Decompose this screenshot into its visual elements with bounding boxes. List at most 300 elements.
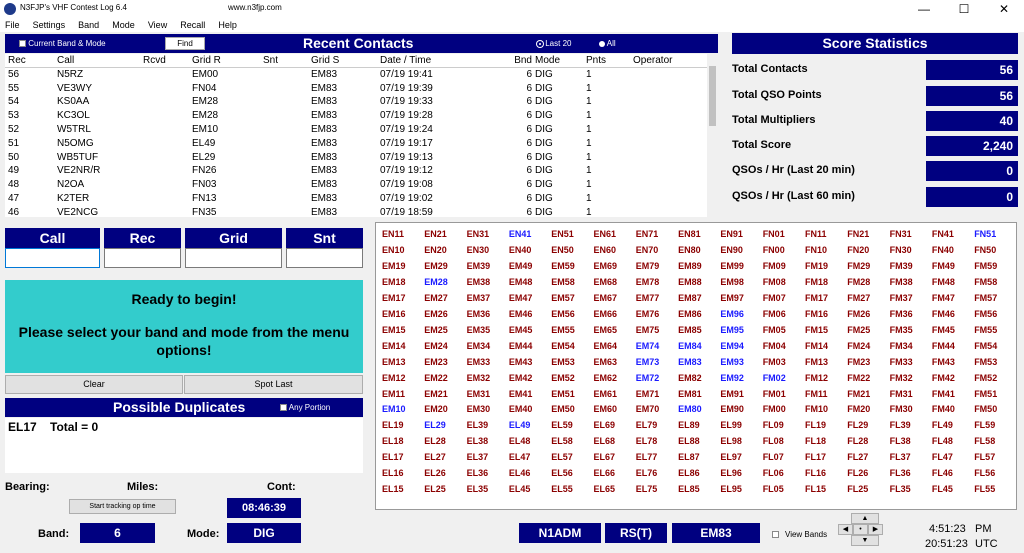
grid-square[interactable]: EL66 — [593, 468, 616, 479]
grid-square[interactable]: FL45 — [931, 484, 953, 495]
grid-square[interactable]: EM94 — [720, 340, 744, 351]
grid-square[interactable]: FL39 — [889, 420, 911, 431]
grid-square[interactable]: FM31 — [889, 388, 913, 399]
grid-square[interactable]: EN30 — [466, 244, 490, 255]
grid-square[interactable]: EL26 — [424, 468, 446, 479]
grid-square[interactable]: FM15 — [805, 324, 829, 335]
grid-square[interactable]: FM29 — [847, 260, 871, 271]
grid-square[interactable]: FM17 — [805, 292, 829, 303]
grid-square[interactable]: EL27 — [424, 452, 446, 463]
grid-square[interactable]: EL45 — [508, 484, 531, 495]
start-tracking-button[interactable]: Start tracking op time — [69, 499, 176, 514]
spot-last-button[interactable]: Spot Last — [184, 375, 363, 394]
grid-square[interactable]: FM53 — [974, 356, 998, 367]
grid-square[interactable]: FM36 — [889, 308, 913, 319]
grid-square[interactable]: EM88 — [678, 276, 702, 287]
grid-square[interactable]: EM87 — [678, 292, 702, 303]
grid-square[interactable]: EL49 — [508, 420, 531, 431]
grid-square[interactable]: FL38 — [889, 436, 911, 447]
mode-value[interactable]: DIG — [227, 523, 301, 543]
grid-square[interactable]: EN90 — [720, 244, 743, 255]
grid-square[interactable]: EM51 — [551, 388, 575, 399]
grid-square[interactable]: EM15 — [382, 324, 406, 335]
rec-input[interactable] — [104, 248, 181, 268]
grid-square[interactable]: EN60 — [593, 244, 617, 255]
grid-square[interactable]: EM72 — [635, 372, 660, 383]
grid-square[interactable]: FL35 — [889, 484, 911, 495]
arrow-left-icon[interactable]: ◀ — [838, 524, 853, 535]
grid-square[interactable]: EL36 — [466, 468, 489, 479]
grid-square[interactable]: EM75 — [635, 324, 660, 335]
minimize-button[interactable]: — — [918, 2, 930, 16]
grid-square[interactable]: EM54 — [551, 340, 575, 351]
grid-square[interactable]: FM59 — [974, 260, 998, 271]
operator-callsign[interactable]: N1ADM — [519, 523, 601, 543]
grid-square[interactable]: EN20 — [424, 244, 447, 255]
grid-square[interactable]: EM58 — [551, 276, 575, 287]
grid-square[interactable]: EM92 — [720, 372, 744, 383]
grid-square[interactable]: EM29 — [424, 260, 448, 271]
table-row[interactable] — [5, 206, 718, 217]
grid-square[interactable]: EM36 — [466, 308, 491, 319]
grid-square[interactable]: FM21 — [847, 388, 871, 399]
grid-square[interactable]: EM71 — [635, 388, 660, 399]
grid-square[interactable]: FL06 — [762, 468, 784, 479]
grid-square[interactable]: FN10 — [805, 244, 828, 255]
grid-square[interactable]: EN71 — [635, 229, 659, 239]
grid-square[interactable]: EL75 — [635, 484, 658, 495]
grid-square[interactable]: FM58 — [974, 276, 998, 287]
grid-square[interactable]: EL69 — [593, 420, 616, 431]
grid-square[interactable]: FM30 — [889, 404, 913, 415]
table-row[interactable] — [5, 151, 718, 165]
grid-square[interactable]: FL26 — [847, 468, 869, 479]
grid-square[interactable]: FM03 — [762, 356, 786, 367]
grid-square[interactable]: EM34 — [466, 340, 491, 351]
grid-square[interactable]: EM27 — [424, 292, 448, 303]
grid-square[interactable]: EM80 — [678, 404, 702, 415]
current-band-mode-toggle[interactable] — [19, 39, 106, 48]
grid-square[interactable]: EM89 — [678, 260, 702, 271]
grid-square[interactable]: EN11 — [382, 229, 405, 239]
grid-square[interactable]: EM60 — [593, 404, 618, 415]
grid-square[interactable]: EL58 — [551, 436, 573, 447]
grid-square[interactable]: FM06 — [762, 308, 786, 319]
maximize-button[interactable]: ☐ — [958, 2, 970, 16]
grid-square[interactable]: EL15 — [382, 484, 404, 495]
grid-square[interactable]: FN50 — [974, 244, 997, 255]
table-row[interactable] — [5, 68, 718, 82]
grid-square[interactable]: EN40 — [508, 244, 532, 255]
grid-square[interactable]: FL15 — [805, 484, 827, 495]
grid-square[interactable]: FM22 — [847, 372, 871, 383]
grid-square[interactable]: EM95 — [720, 324, 744, 335]
table-row[interactable] — [5, 109, 718, 123]
grid-square[interactable]: EM83 — [678, 356, 702, 367]
grid-square[interactable]: EM42 — [508, 372, 533, 383]
grid-square[interactable]: EM85 — [678, 324, 702, 335]
grid-square[interactable]: FL05 — [762, 484, 784, 495]
grid-square[interactable]: FM24 — [847, 340, 871, 351]
current-band-mode-checkbox[interactable] — [19, 40, 26, 47]
grid-square[interactable]: EL56 — [551, 468, 573, 479]
table-row[interactable] — [5, 178, 718, 192]
grid-square[interactable]: EM52 — [551, 372, 575, 383]
grid-square[interactable]: FN00 — [762, 244, 785, 255]
grid-square[interactable]: EM49 — [508, 260, 533, 271]
column-header[interactable]: Date / Time — [380, 55, 432, 66]
grid-square[interactable]: FM10 — [805, 404, 829, 415]
grid-square[interactable]: EM13 — [382, 356, 406, 367]
grid-square[interactable]: FM08 — [762, 276, 786, 287]
grid-square[interactable]: FL37 — [889, 452, 911, 463]
grid-square[interactable]: EM63 — [593, 356, 618, 367]
any-portion-checkbox[interactable] — [280, 404, 287, 411]
grid-square[interactable]: EM40 — [508, 404, 533, 415]
grid-square[interactable]: FN21 — [847, 229, 870, 239]
grid-square[interactable]: EM19 — [382, 260, 406, 271]
grid-square[interactable]: FL19 — [805, 420, 827, 431]
grid-square[interactable]: EN31 — [466, 229, 490, 239]
grid-square[interactable]: EM99 — [720, 260, 744, 271]
grid-square[interactable]: FM16 — [805, 308, 829, 319]
grid-square[interactable]: EL98 — [720, 436, 742, 447]
grid-square[interactable]: EL65 — [593, 484, 616, 495]
grid-square[interactable]: EN81 — [678, 229, 701, 239]
grid-square[interactable]: EL88 — [678, 436, 700, 447]
grid-square[interactable]: EL39 — [466, 420, 489, 431]
grid-square[interactable]: EM79 — [635, 260, 660, 271]
grid-square[interactable]: FN11 — [805, 229, 827, 239]
grid-square[interactable]: FM35 — [889, 324, 913, 335]
grid-square[interactable]: FM57 — [974, 292, 998, 303]
grid-square[interactable]: FL17 — [805, 452, 827, 463]
grid-square[interactable]: EN51 — [551, 229, 574, 239]
grid-square[interactable]: EL47 — [508, 452, 531, 463]
find-button[interactable]: Find — [165, 37, 205, 50]
menu-band[interactable]: Band — [78, 20, 100, 30]
grid-square[interactable]: FN30 — [889, 244, 912, 255]
column-header[interactable]: Grid R — [192, 55, 221, 66]
all-option[interactable] — [599, 39, 616, 48]
menu-view[interactable]: View — [147, 20, 168, 30]
grid-square[interactable]: FM28 — [847, 276, 871, 287]
table-row[interactable] — [5, 123, 718, 137]
grid-square[interactable]: FN40 — [931, 244, 954, 255]
grid-square[interactable]: FM52 — [974, 372, 998, 383]
grid-square[interactable]: FM54 — [974, 340, 998, 351]
grid-square[interactable]: EM98 — [720, 276, 744, 287]
grid-square[interactable]: EN41 — [508, 229, 532, 239]
view-bands-checkbox[interactable] — [772, 531, 779, 538]
table-row[interactable] — [5, 82, 718, 96]
column-header[interactable]: Bnd — [514, 55, 532, 66]
grid-square[interactable]: EM82 — [678, 372, 702, 383]
grid-square[interactable]: FL59 — [974, 420, 996, 431]
grid-square[interactable]: FL46 — [931, 468, 953, 479]
grid-square[interactable]: FM05 — [762, 324, 786, 335]
grid-square[interactable]: FM41 — [931, 388, 955, 399]
grid-square[interactable]: EM50 — [551, 404, 575, 415]
grid-square[interactable]: EL48 — [508, 436, 531, 447]
grid-square[interactable]: EL96 — [720, 468, 742, 479]
grid-square[interactable]: EN80 — [678, 244, 701, 255]
grid-square[interactable]: FL57 — [974, 452, 996, 463]
grid-square[interactable]: EM22 — [424, 372, 448, 383]
column-header[interactable]: Operator — [633, 55, 673, 66]
grid-square[interactable]: EL59 — [551, 420, 573, 431]
grid-square[interactable]: EM21 — [424, 388, 448, 399]
last20-radio[interactable] — [537, 41, 543, 47]
grid-square[interactable]: EM43 — [508, 356, 533, 367]
grid-square[interactable]: EM81 — [678, 388, 702, 399]
grid-square[interactable]: EN21 — [424, 229, 447, 239]
grid-square[interactable]: FL47 — [931, 452, 953, 463]
grid-square[interactable]: EM76 — [635, 308, 660, 319]
grid-square[interactable]: EL38 — [466, 436, 489, 447]
grid-square[interactable]: EL85 — [678, 484, 700, 495]
grid-square[interactable]: FM02 — [762, 372, 786, 383]
grid-square[interactable]: EM61 — [593, 388, 618, 399]
grid-square[interactable]: FM34 — [889, 340, 913, 351]
grid-square[interactable]: EL35 — [466, 484, 489, 495]
grid-square[interactable]: EM24 — [424, 340, 448, 351]
grid-square[interactable]: EM10 — [382, 404, 406, 415]
grid-square[interactable]: FN31 — [889, 229, 912, 239]
grid-square[interactable]: FM00 — [762, 404, 786, 415]
grid-square[interactable]: FM25 — [847, 324, 871, 335]
menu-file[interactable]: File — [5, 20, 20, 30]
last20-option[interactable] — [537, 39, 571, 48]
grid-square[interactable]: EM44 — [508, 340, 533, 351]
grid-square[interactable]: FL09 — [762, 420, 784, 431]
grid-square[interactable]: EM31 — [466, 388, 491, 399]
grid-square[interactable]: EM64 — [593, 340, 618, 351]
column-header[interactable]: Mode — [535, 55, 561, 66]
grid-square[interactable]: FL18 — [805, 436, 827, 447]
grid-square[interactable]: EL16 — [382, 468, 404, 479]
grid-square[interactable]: EM69 — [593, 260, 618, 271]
column-header[interactable]: Call — [57, 55, 75, 66]
grid-square[interactable]: EM23 — [424, 356, 448, 367]
grid-square[interactable]: EM45 — [508, 324, 533, 335]
grid-square[interactable]: EM30 — [466, 404, 491, 415]
grid-square[interactable]: FL25 — [847, 484, 869, 495]
table-row[interactable] — [5, 95, 718, 109]
grid-square[interactable]: FM33 — [889, 356, 913, 367]
grid-square[interactable]: EM90 — [720, 404, 744, 415]
grid-square[interactable]: FM27 — [847, 292, 871, 303]
grid-square[interactable]: EM38 — [466, 276, 491, 287]
grid-square[interactable]: FM14 — [805, 340, 829, 351]
grid-square[interactable]: EM46 — [508, 308, 533, 319]
grid-square[interactable]: FM50 — [974, 404, 998, 415]
grid-square[interactable]: FM19 — [805, 260, 829, 271]
grid-square[interactable]: EM66 — [593, 308, 618, 319]
grid-square[interactable]: FM38 — [889, 276, 913, 287]
grid-square[interactable]: FL28 — [847, 436, 869, 447]
grid-square[interactable]: EL87 — [678, 452, 700, 463]
grid-square[interactable]: FL55 — [974, 484, 996, 495]
grid-square[interactable]: EM73 — [635, 356, 660, 367]
grid-square[interactable]: EM59 — [551, 260, 575, 271]
scrollbar-thumb[interactable] — [709, 66, 716, 126]
grid-square[interactable]: FM44 — [931, 340, 955, 351]
grid-square[interactable]: EM17 — [382, 292, 406, 303]
menu-settings[interactable]: Settings — [32, 20, 66, 30]
grid-square[interactable]: EL99 — [720, 420, 742, 431]
grid-square[interactable]: EM11 — [382, 388, 406, 399]
grid-square[interactable]: FM13 — [805, 356, 829, 367]
grid-square[interactable]: EL77 — [635, 452, 658, 463]
grid-square[interactable]: FM43 — [931, 356, 955, 367]
grid-square[interactable]: EL86 — [678, 468, 700, 479]
band-value[interactable]: 6 — [80, 523, 155, 543]
clear-button[interactable]: Clear — [5, 375, 183, 394]
grid-square[interactable]: EM16 — [382, 308, 406, 319]
grid-square[interactable]: FL36 — [889, 468, 911, 479]
grid-square[interactable]: EM41 — [508, 388, 533, 399]
grid-square[interactable]: FM45 — [931, 324, 955, 335]
grid-square[interactable]: FN41 — [931, 229, 954, 239]
grid-square[interactable]: EN70 — [635, 244, 659, 255]
grid-square[interactable]: FN01 — [762, 229, 785, 239]
grid-square[interactable]: EL78 — [635, 436, 658, 447]
grid-square[interactable]: EL68 — [593, 436, 616, 447]
column-header[interactable]: Snt — [263, 55, 279, 66]
grid-square[interactable]: FN20 — [847, 244, 870, 255]
grid-square[interactable]: FM12 — [805, 372, 829, 383]
column-header[interactable]: Rcvd — [143, 55, 166, 66]
grid-square[interactable]: EM18 — [382, 276, 406, 287]
grid-square[interactable]: FL07 — [762, 452, 784, 463]
grid-square[interactable]: EL25 — [424, 484, 446, 495]
grid-square[interactable]: EL67 — [593, 452, 616, 463]
grid-square[interactable]: EL79 — [635, 420, 658, 431]
grid-square[interactable]: EM62 — [593, 372, 618, 383]
all-radio[interactable] — [599, 41, 605, 47]
arrow-down-icon[interactable]: ▼ — [851, 535, 879, 546]
grid-square[interactable]: FL48 — [931, 436, 953, 447]
grid-square[interactable]: EN10 — [382, 244, 405, 255]
grid-square[interactable]: EM68 — [593, 276, 618, 287]
grid-square[interactable]: EM56 — [551, 308, 575, 319]
grid-square[interactable]: FL56 — [974, 468, 996, 479]
grid-square[interactable]: FM01 — [762, 388, 786, 399]
menu-help[interactable]: Help — [218, 20, 237, 30]
grid-square[interactable]: FM51 — [974, 388, 998, 399]
column-header[interactable]: Pnts — [586, 55, 607, 66]
arrow-center-icon[interactable]: • — [853, 524, 868, 535]
grid-square[interactable]: EM48 — [508, 276, 533, 287]
grid-square[interactable]: FM26 — [847, 308, 871, 319]
grid-square[interactable]: EM12 — [382, 372, 406, 383]
table-row[interactable] — [5, 137, 718, 151]
grid-square[interactable]: EM39 — [466, 260, 491, 271]
grid-square[interactable]: EM33 — [466, 356, 491, 367]
grid-square[interactable]: FM47 — [931, 292, 955, 303]
grid-square[interactable]: FM42 — [931, 372, 955, 383]
grid-square[interactable]: EM96 — [720, 308, 744, 319]
grid-square[interactable]: EM84 — [678, 340, 702, 351]
grid-square[interactable]: EM74 — [635, 340, 660, 351]
grid-square[interactable]: EM26 — [424, 308, 448, 319]
grid-square[interactable]: EM32 — [466, 372, 491, 383]
grid-square[interactable]: EM93 — [720, 356, 744, 367]
grid-square[interactable]: FM46 — [931, 308, 955, 319]
grid-square[interactable]: FM39 — [889, 260, 913, 271]
close-button[interactable]: ✕ — [998, 2, 1010, 16]
grid-square[interactable]: FM48 — [931, 276, 955, 287]
grid-square[interactable]: EM14 — [382, 340, 406, 351]
grid-square[interactable]: FM55 — [974, 324, 998, 335]
grid-square[interactable]: EM77 — [635, 292, 660, 303]
grid-square[interactable]: EM78 — [635, 276, 660, 287]
snt-input[interactable] — [286, 248, 363, 268]
grid-square[interactable]: FM37 — [889, 292, 913, 303]
grid-square[interactable]: EM28 — [424, 276, 448, 287]
grid-square[interactable]: FM11 — [805, 388, 828, 399]
any-portion-toggle[interactable] — [280, 398, 330, 417]
grid-square[interactable]: FM07 — [762, 292, 786, 303]
table-row[interactable] — [5, 164, 718, 178]
grid-square[interactable]: EL18 — [382, 436, 404, 447]
arrow-up-icon[interactable]: ▲ — [851, 513, 879, 524]
grid-square[interactable]: EL97 — [720, 452, 742, 463]
column-header[interactable]: Grid S — [311, 55, 340, 66]
grid-square[interactable]: EM67 — [593, 292, 618, 303]
grid-square[interactable]: FM04 — [762, 340, 786, 351]
grid-square[interactable]: EN91 — [720, 229, 743, 239]
grid-square[interactable]: EM37 — [466, 292, 491, 303]
grid-square[interactable]: EM53 — [551, 356, 575, 367]
grid-square[interactable]: EL46 — [508, 468, 531, 479]
grid-square[interactable]: FL29 — [847, 420, 869, 431]
grid-square[interactable]: FM40 — [931, 404, 955, 415]
grid-input[interactable] — [185, 248, 282, 268]
grid-square[interactable]: FL27 — [847, 452, 869, 463]
grid-square[interactable]: FM56 — [974, 308, 998, 319]
call-input[interactable] — [5, 248, 100, 268]
arrow-right-icon[interactable]: ▶ — [868, 524, 883, 535]
grid-square[interactable]: EL95 — [720, 484, 742, 495]
grid-square[interactable]: FM49 — [931, 260, 955, 271]
grid-square[interactable]: EM65 — [593, 324, 618, 335]
grid-square[interactable]: FM32 — [889, 372, 913, 383]
grid-square[interactable]: EL28 — [424, 436, 446, 447]
grid-square[interactable]: EL57 — [551, 452, 573, 463]
grid-square[interactable]: EN61 — [593, 229, 617, 239]
grid-square[interactable]: EM47 — [508, 292, 533, 303]
grid-square[interactable]: EL89 — [678, 420, 700, 431]
grid-square[interactable]: EL29 — [424, 420, 446, 431]
grid-square[interactable]: FM20 — [847, 404, 871, 415]
grid-square[interactable]: EN50 — [551, 244, 574, 255]
grid-square[interactable]: EL55 — [551, 484, 573, 495]
grid-square[interactable]: EM35 — [466, 324, 491, 335]
grid-square[interactable]: EM57 — [551, 292, 575, 303]
grid-square[interactable]: FL58 — [974, 436, 996, 447]
grid-square[interactable]: EM97 — [720, 292, 744, 303]
grid-square[interactable]: FM18 — [805, 276, 829, 287]
grid-square[interactable]: EL17 — [382, 452, 404, 463]
grid-square[interactable]: FN51 — [974, 229, 997, 239]
table-row[interactable] — [5, 192, 718, 206]
table-scrollbar[interactable] — [707, 54, 718, 217]
grid-square[interactable]: EM20 — [424, 404, 448, 415]
grid-square[interactable]: EM25 — [424, 324, 448, 335]
menu-recall[interactable]: Recall — [180, 20, 206, 30]
